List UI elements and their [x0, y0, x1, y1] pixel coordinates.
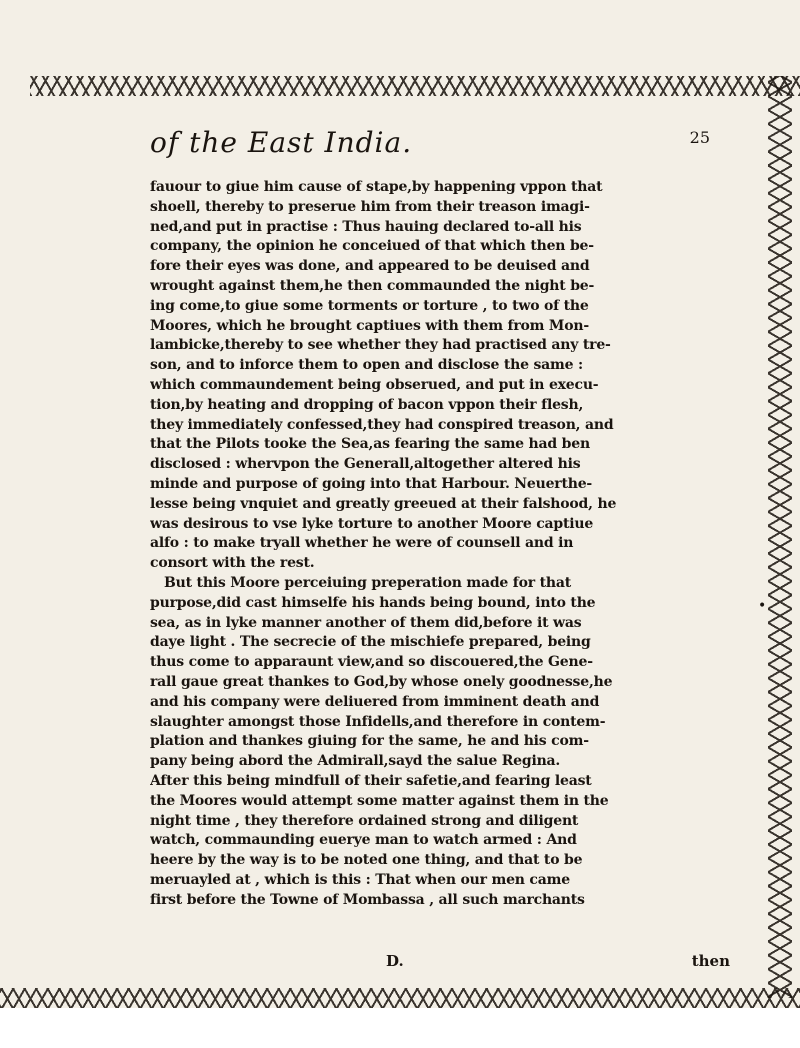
ornamental-border-top	[30, 76, 800, 96]
scan-background	[0, 1008, 800, 1048]
margin-asterisk-mark: •	[758, 598, 767, 614]
text-line: daye light . The secrecie of the mischiefe prepared, being	[150, 634, 591, 651]
text-line: which commaundement being obserued, and put in execu-	[150, 376, 599, 393]
text-line: thus come to apparaunt view,and so discouered,the Gene-	[150, 654, 593, 671]
text-line: company, the opinion he conceiued of that which then be-	[150, 238, 594, 255]
bleed-through-text	[746, 448, 776, 588]
text-line: son, and to inforce them to open and disclose the same :	[150, 357, 583, 374]
text-line: lambicke,thereby to see whether they had practised any tre-	[150, 337, 611, 354]
text-line: fore their eyes was done, and appeared to be deuised and	[150, 258, 590, 275]
text-line: tion,by heating and dropping of bacon vppon their flesh,	[150, 396, 584, 413]
text-line: disclosed : whervpon the Generall,altogether altered his	[150, 456, 581, 473]
text-line: first before the Towne of Mombassa , all such marchants	[150, 891, 585, 908]
page-number: 25	[689, 128, 710, 147]
text-line: plation and thankes giuing for the same, he and his com-	[150, 733, 589, 750]
text-line: lesse being vnquiet and greatly greeued at their falshood, he	[150, 495, 617, 512]
text-line: shoell, thereby to preserue him from their treason imagi-	[150, 198, 590, 215]
text-line: purpose,did cast himselfe his hands being bound, into the	[150, 594, 596, 611]
text-line: pany being abord the Admirall,sayd the salue Regina.	[150, 753, 561, 770]
text-line: night time , they therefore ordained strong and diligent	[150, 812, 579, 829]
text-line: meruayled at , which is this : That when our men came	[150, 871, 570, 888]
text-line: ned,and put in practise : Thus hauing declared to-all his	[150, 218, 582, 235]
text-line: slaughter amongst those Infidells,and therefore in contem-	[150, 713, 606, 730]
text-line: they immediately confessed,they had conspired treason, and	[150, 416, 614, 433]
text-line: alfo : to make tryall whether he were of counsell and in	[150, 535, 574, 552]
text-line: consort with the rest.	[150, 555, 315, 572]
text-line: watch, commaunding euerye man to watch armed : And	[150, 832, 577, 849]
text-line: minde and purpose of going into that Harbour. Neuerthe-	[150, 475, 593, 492]
text-line: rall gaue great thankes to God,by whose onely goodnesse,he	[150, 673, 613, 690]
page-footer	[150, 952, 730, 974]
text-line: sea, as in lyke manner another of them did,before it was	[150, 614, 582, 631]
text-line: that the Pilots tooke the Sea,as fearing the same had ben	[150, 436, 590, 453]
text-line: fauour to giue him cause of stape,by happening vppon that	[150, 179, 603, 195]
text-line: ing come,to giue some torments or torture , to two of the	[150, 297, 589, 314]
text-line: was desirous to vse lyke torture to another Moore captiue	[150, 515, 594, 532]
text-line: Moores, which he brought captiues with them from Mon-	[150, 317, 589, 334]
text-line: After this being mindfull of their safetie,and fearing least	[150, 772, 592, 789]
ornamental-border-bottom	[0, 988, 800, 1008]
text-line: the Moores would attempt some matter against them in the	[150, 792, 609, 809]
text-line: heere by the way is to be noted one thing, and that to be	[150, 852, 583, 869]
text-line: and his company were deliuered from imminent death and	[150, 693, 600, 710]
signature-mark: D.	[386, 952, 404, 970]
body-text	[150, 178, 730, 948]
text-line: But this Moore perceiuing preperation made for that	[164, 574, 572, 591]
running-head: of the East India.	[150, 126, 413, 159]
catchword: then	[691, 952, 730, 970]
text-line: wrought against them,he then commaunded the night be-	[150, 277, 595, 294]
